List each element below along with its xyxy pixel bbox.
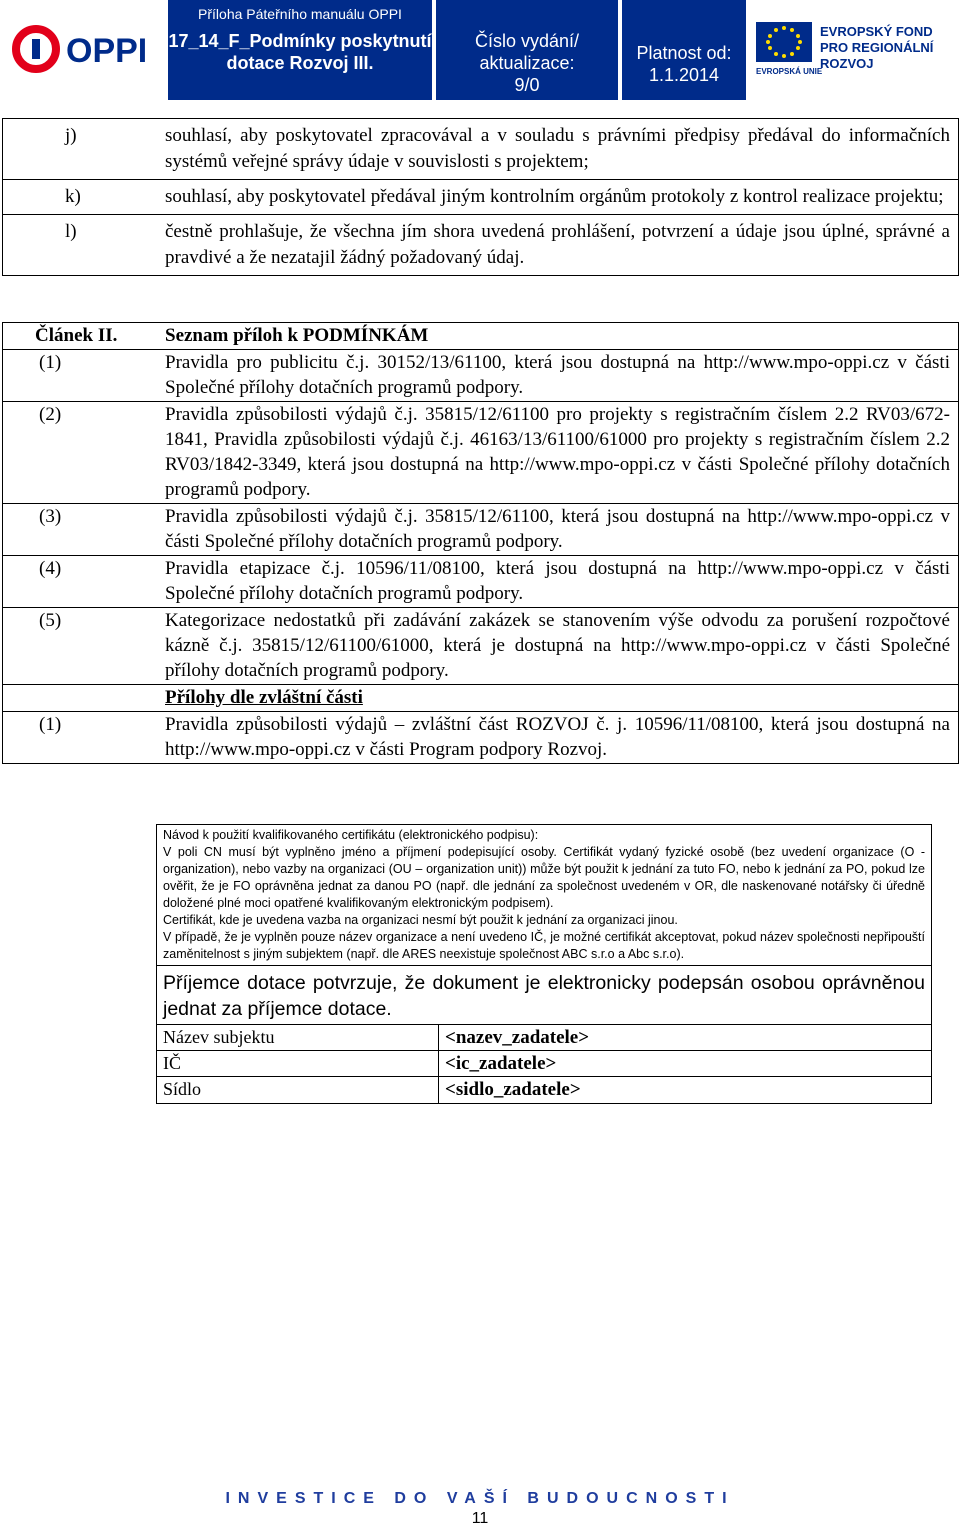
eu-fund-line1: EVROPSKÝ FOND <box>820 24 933 39</box>
signature-declaration: Příjemce dotace potvrzuje, že dokument je elektronicky podepsán osobou oprávněnou jednat za příjemce dotace. <box>157 966 931 1025</box>
attachments-table <box>2 322 959 764</box>
instructions-heading: Návod k použití kvalifikovaného certifikátu (elektronického podpisu): <box>163 828 539 842</box>
subject-field-label: IČ <box>157 1051 439 1076</box>
subject-row <box>157 1051 931 1077</box>
subject-row <box>157 1077 931 1103</box>
attachment-row <box>3 402 958 504</box>
instructions-paragraph: V případě, že je vyplněn pouze název organizace a není uvedeno IČ, je možné certifikát akceptovat, pokud název společnosti nepřipouští zaměnitelnost s jiným subjektem (např. dle ARES neexistuje společnost ABC s.r.o a Abc s.r.o). <box>163 930 925 961</box>
attachment-number: (1) <box>39 714 62 735</box>
page-header <box>0 0 960 100</box>
list-item-text: souhlasí, aby poskytovatel předával jiným kontrolním orgánům protokoly z kontrol realizace projektu; <box>165 186 944 207</box>
manual-title: Příloha Páteřního manuálu OPPI <box>198 6 402 22</box>
list-item-text: čestně prohlašuje, že všechna jím shora uvedená prohlášení, potvrzení a údaje jsou úplné, správné a pravdivé a že nezatajil žádný požadovaný údaj. <box>165 221 950 268</box>
instructions-paragraph: V poli CN musí být vyplněno jméno a příjmení podepisující osoby. Certifikát vydaný fyzické osobě (bez uvedení organizace (O - organization), nebo vazby na organizaci (OU – organization unit)) může být použit k jednání za tuto FO, nebo k jednání za PO, pokud lze ověřit, že je FO oprávněna jednat za danou PO (např. dle jednání za společnost uvedeném v OR, dle naskenované notářsky či úředně doložené plné moci opatřené kvalifikovaným elektronickým podpisem). <box>163 845 925 910</box>
attachment-row <box>3 608 958 685</box>
attachment-text: Pravidla etapizace č.j. 10596/11/08100, která jsou dostupná na http://www.mpo-oppi.cz v části Společné přílohy dotačních programů podpory. <box>165 558 950 604</box>
attachment-number: (1) <box>39 352 62 373</box>
subject-field-label: Sídlo <box>157 1077 439 1103</box>
oppi-logo <box>8 14 164 84</box>
attachment-row <box>3 712 958 763</box>
special-heading-row <box>3 685 958 712</box>
certificate-instructions <box>157 825 931 966</box>
obligations-table <box>2 118 959 276</box>
attachment-text: Kategorizace nedostatků při zadávání zakázek se stanovením výše odvodu za porušení rozpočtové kázně č.j. 35815/12/61100/61000, která je dostupná na http://www.mpo-oppi.cz v části Společné přílohy dotačních programů podpory. <box>165 610 950 681</box>
header-validity-cell <box>622 0 746 100</box>
attachment-number: (2) <box>39 404 62 425</box>
footer-slogan: INVESTICE DO VAŠÍ BUDOUCNOSTI <box>225 1490 735 1507</box>
eu-fund-line3: ROZVOJ <box>820 56 874 71</box>
edition-value: 9/0 <box>514 75 540 95</box>
subject-field-value: <sidlo_zadatele> <box>445 1079 581 1100</box>
article-heading-row <box>3 323 958 350</box>
validity-value: 1.1.2014 <box>648 65 720 85</box>
article-label: Článek II. <box>35 325 118 346</box>
attachment-number: (4) <box>39 558 62 579</box>
header-edition-cell <box>436 0 618 100</box>
oppi-logo-text: OPPI <box>66 32 148 70</box>
subject-field-value: <nazev_zadatele> <box>445 1027 590 1048</box>
validity-label: Platnost od: <box>636 43 732 63</box>
attachment-number: (5) <box>39 610 62 631</box>
document-title: 17_14_F_Podmínky poskytnutí dotace Rozvoj III. <box>168 31 432 73</box>
attachment-text: Pravidla způsobilosti výdajů č.j. 35815/12/61100, která jsou dostupná na http://www.mpo-oppi.cz v části Společné přílohy dotačních programů podpory. <box>165 506 950 552</box>
list-item <box>3 180 958 215</box>
special-attachments-title: Přílohy dle zvláštní části <box>165 687 363 708</box>
attachment-row <box>3 504 958 556</box>
list-item-text: souhlasí, aby poskytovatel zpracovával a v souladu s právními předpisy předával do informačních systémů veřejné správy údaje v souvislosti s projektem; <box>165 125 950 172</box>
attachment-text: Pravidla způsobilosti výdajů – zvláštní část ROZVOJ č. j. 10596/11/08100, která jsou dostupná na http://www.mpo-oppi.cz v části Program podpory Rozvoj. <box>165 714 950 760</box>
article-title: Seznam příloh k PODMÍNKÁM <box>165 325 429 346</box>
attachment-number: (3) <box>39 506 62 527</box>
edition-label: Číslo vydání/ aktualizace: <box>474 31 580 73</box>
header-manual-cell <box>168 0 432 100</box>
attachment-text: Pravidla způsobilosti výdajů č.j. 35815/12/61100 pro projekty s registračním číslem 2.2 RV03/672-1841, Pravidla způsobilosti výdajů č.j. 46163/13/61100/61000 pro projekty s registračním číslem 2.2 RV03/1842-3349, která jsou dostupná na http://www.mpo-oppi.cz v části Společné přílohy dotačních programů podpory. <box>165 404 950 500</box>
eu-fund-line2: PRO REGIONÁLNÍ <box>820 40 934 55</box>
attachment-text: Pravidla pro publicitu č.j. 30152/13/61100, která jsou dostupná na http://www.mpo-oppi.cz v části Společné přílohy dotačních programů podpory. <box>165 352 950 398</box>
attachment-row <box>3 556 958 608</box>
subject-row <box>157 1025 931 1051</box>
signature-certificate-box <box>156 824 932 1104</box>
attachment-row <box>3 350 958 402</box>
eu-union-text: EVROPSKÁ UNIE <box>756 67 823 76</box>
subject-field-label: Název subjektu <box>157 1025 439 1050</box>
list-item-label: k) <box>65 186 81 207</box>
list-item-label: l) <box>65 221 77 242</box>
list-item-label: j) <box>65 125 77 146</box>
list-item <box>3 215 958 275</box>
instructions-paragraph: Certifikát, kde je uvedena vazba na organizaci nesmí být použit k jednání za organizaci jinou. <box>163 913 678 927</box>
page-number: 11 <box>471 1510 489 1527</box>
subject-field-value: <ic_zadatele> <box>445 1053 557 1074</box>
list-item <box>3 119 958 180</box>
eu-fund-logo <box>752 14 956 84</box>
